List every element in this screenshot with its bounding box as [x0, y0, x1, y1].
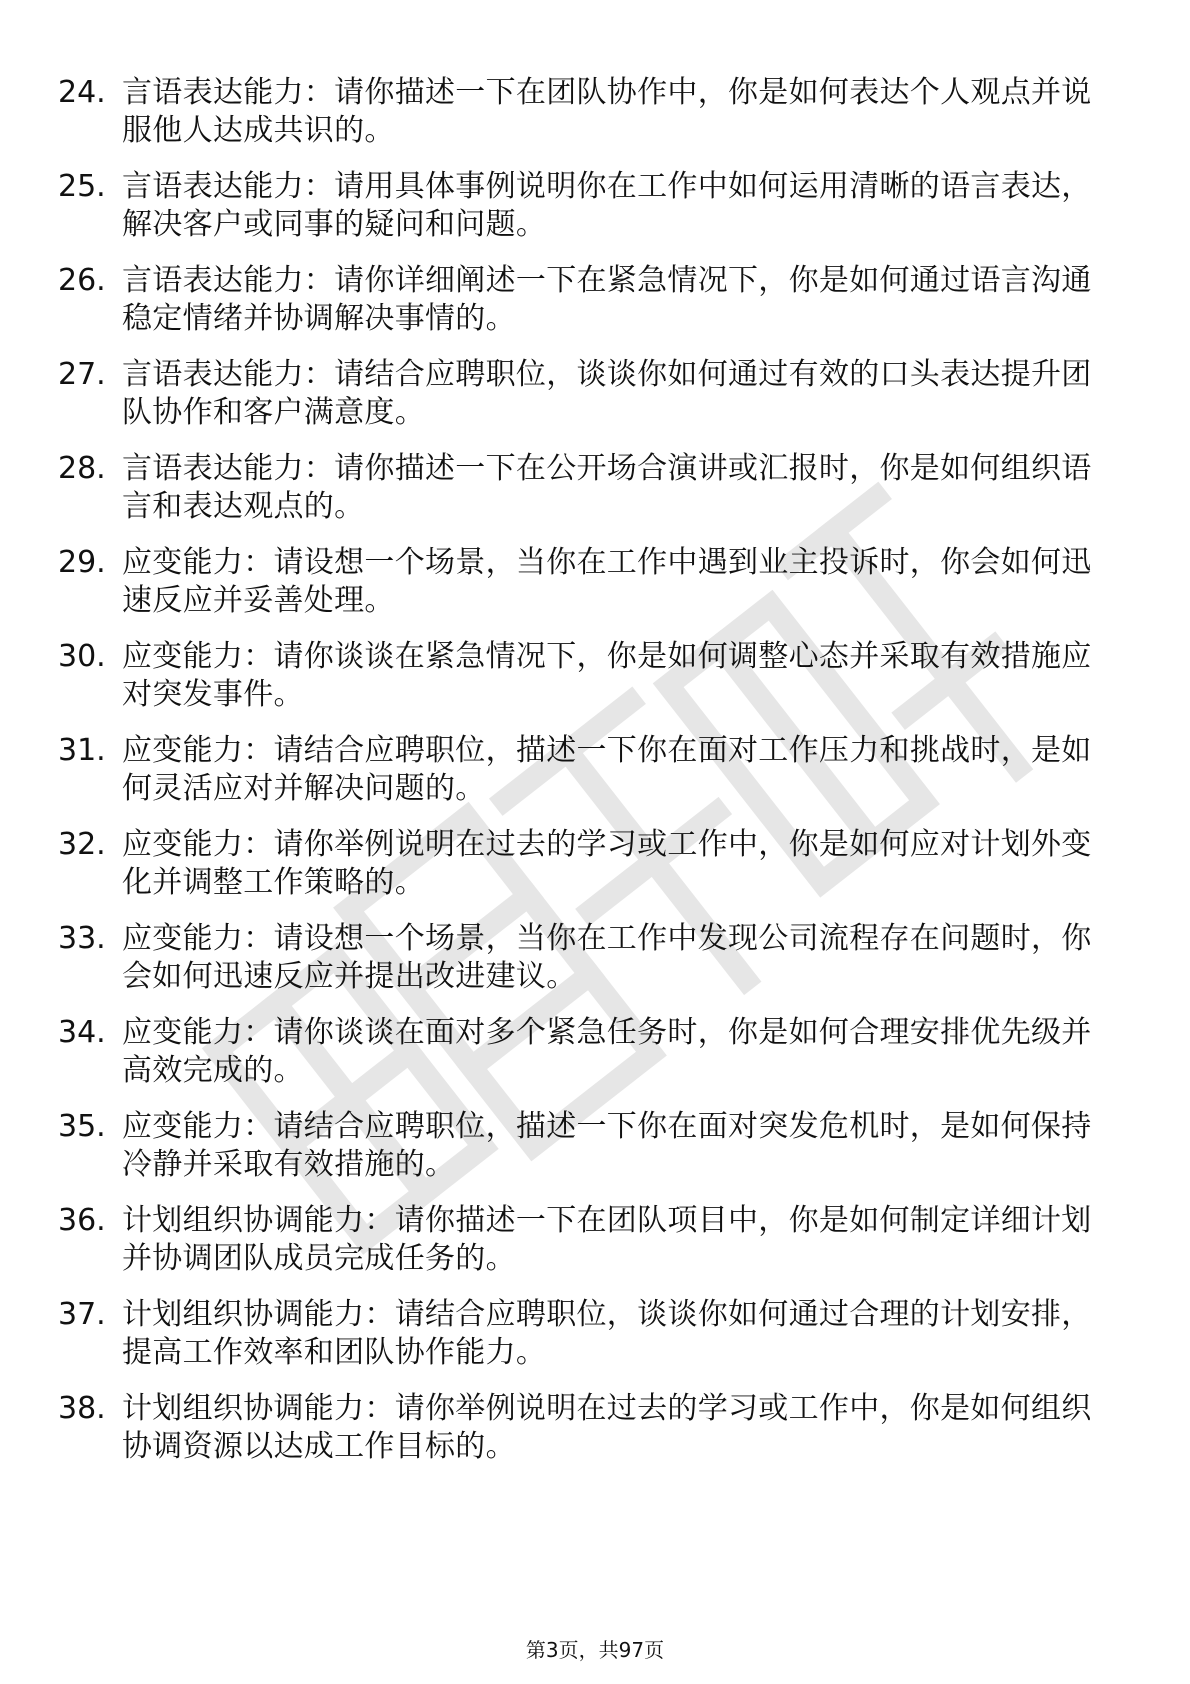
question-number: 24. — [58, 75, 106, 110]
question-text: 计划组织协调能力：请你举例说明在过去的学习或工作中，你是如何组织协调资源以达成工作目标的。 — [122, 1391, 1092, 1464]
list-item — [58, 638, 1118, 714]
list-item — [58, 1014, 1118, 1090]
question-text: 言语表达能力：请你描述一下在团队协作中，你是如何表达个人观点并说服他人达成共识的。 — [122, 75, 1092, 148]
list-item — [58, 544, 1118, 620]
question-number: 38. — [58, 1391, 106, 1426]
question-text: 言语表达能力：请用具体事例说明你在工作中如何运用清晰的语言表达，解决客户或同事的疑问和问题。 — [122, 169, 1092, 242]
list-item — [58, 920, 1118, 996]
question-number: 37. — [58, 1297, 106, 1332]
question-text: 计划组织协调能力：请你描述一下在团队项目中，你是如何制定详细计划并协调团队成员完成任务的。 — [122, 1203, 1092, 1276]
question-number: 25. — [58, 169, 106, 204]
question-text: 应变能力：请结合应聘职位，描述一下你在面对工作压力和挑战时，是如何灵活应对并解决问题的。 — [122, 733, 1092, 806]
question-text: 应变能力：请设想一个场景，当你在工作中发现公司流程存在问题时，你会如何迅速反应并提出改进建议。 — [122, 921, 1092, 994]
list-item — [58, 262, 1118, 338]
question-number: 29. — [58, 545, 106, 580]
question-number: 31. — [58, 733, 106, 768]
question-text: 言语表达能力：请你描述一下在公开场合演讲或汇报时，你是如何组织语言和表达观点的。 — [122, 451, 1092, 524]
question-number: 34. — [58, 1015, 106, 1050]
list-item — [58, 74, 1118, 150]
question-text: 应变能力：请设想一个场景，当你在工作中遇到业主投诉时，你会如何迅速反应并妥善处理。 — [122, 545, 1092, 618]
question-text: 计划组织协调能力：请结合应聘职位，谈谈你如何通过合理的计划安排，提高工作效率和团队协作能力。 — [122, 1297, 1092, 1370]
question-text: 应变能力：请你举例说明在过去的学习或工作中，你是如何应对计划外变化并调整工作策略的。 — [122, 827, 1092, 900]
list-item — [58, 450, 1118, 526]
question-number: 35. — [58, 1109, 106, 1144]
question-text: 应变能力：请结合应聘职位，描述一下你在面对突发危机时，是如何保持冷静并采取有效措施的。 — [122, 1109, 1092, 1182]
list-item — [58, 1296, 1118, 1372]
question-number: 28. — [58, 451, 106, 486]
question-number: 36. — [58, 1203, 106, 1238]
list-item — [58, 1108, 1118, 1184]
list-item — [58, 168, 1118, 244]
list-item — [58, 1390, 1118, 1466]
list-item — [58, 1202, 1118, 1278]
question-text: 言语表达能力：请你详细阐述一下在紧急情况下，你是如何通过语言沟通稳定情绪并协调解决事情的。 — [122, 263, 1092, 336]
question-number: 30. — [58, 639, 106, 674]
question-number: 33. — [58, 921, 106, 956]
question-number: 27. — [58, 357, 106, 392]
question-text: 应变能力：请你谈谈在面对多个紧急任务时，你是如何合理安排优先级并高效完成的。 — [122, 1015, 1092, 1088]
list-item — [58, 826, 1118, 902]
question-number: 26. — [58, 263, 106, 298]
list-item — [58, 356, 1118, 432]
page-number-footer: 第3页，共97页 — [525, 1638, 665, 1662]
question-number: 32. — [58, 827, 106, 862]
list-item — [58, 732, 1118, 808]
question-text: 应变能力：请你谈谈在紧急情况下，你是如何调整心态并采取有效措施应对突发事件。 — [122, 639, 1092, 712]
question-list — [58, 74, 1118, 1484]
question-text: 言语表达能力：请结合应聘职位，谈谈你如何通过有效的口头表达提升团队协作和客户满意度。 — [122, 357, 1092, 430]
